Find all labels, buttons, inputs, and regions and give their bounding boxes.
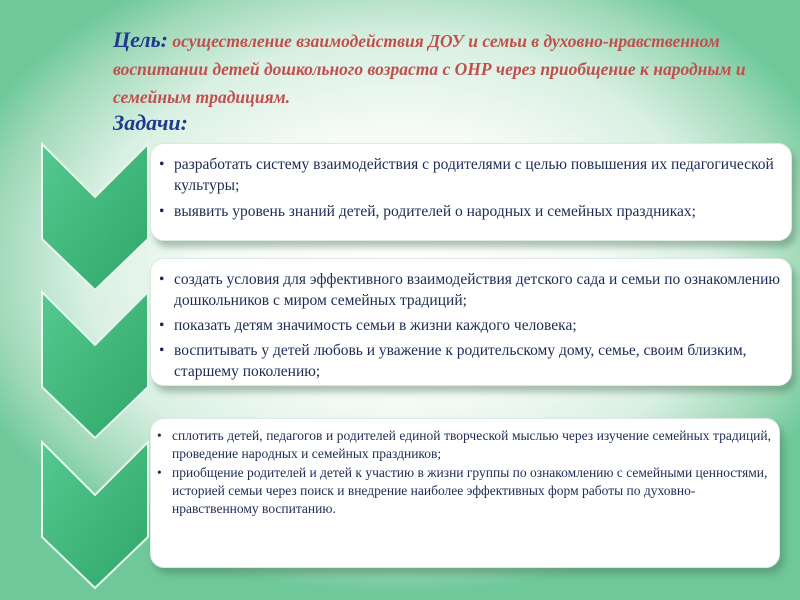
- task-box-1: [150, 143, 792, 241]
- task-item: • показать детям значимость семьи в жизни каждого человека;: [157, 315, 783, 336]
- task-box-3: [150, 418, 780, 568]
- chevron-arrow-2: [40, 290, 150, 440]
- task-item: • разработать систему взаимодействия с родителями с целью повышения их педагогической культуры;: [157, 154, 783, 196]
- goal-text: осуществление взаимодействия ДОУ и семьи в духовно-нравственном воспитании детей дошкольного возраста с ОНР через приобщение к народным и семейным традициям.: [113, 31, 746, 107]
- task-box-2: [150, 258, 792, 386]
- task-item: • сплотить детей, педагогов и родителей единой творческой мыслью через изучение семейных традиций, проведение народных и семейных праздников;: [155, 427, 771, 463]
- task-item: • выявить уровень знаний детей, родителей о народных и семейных праздниках;: [157, 201, 783, 222]
- chevron-arrow-1: [40, 142, 150, 292]
- tasks-heading: Задачи:: [113, 110, 188, 135]
- chevron-arrow-3: [40, 440, 150, 590]
- task-item: • воспитывать у детей любовь и уважение к родительскому дому, семье, своим близким, старшему поколению;: [157, 340, 783, 382]
- goal-statement: [113, 26, 783, 111]
- task-item: • создать условия для эффективного взаимодействия детского сада и семьи по ознакомлению дошкольников с миром семейных традиций;: [157, 269, 783, 311]
- goal-label: Цель:: [113, 27, 168, 52]
- task-item: • приобщение родителей и детей к участию в жизни группы по ознакомлению с семейными ценностями, историей семьи через поиск и внедрение наиболее эффективных форм работы по духовно-нравственному воспитанию.: [155, 464, 771, 518]
